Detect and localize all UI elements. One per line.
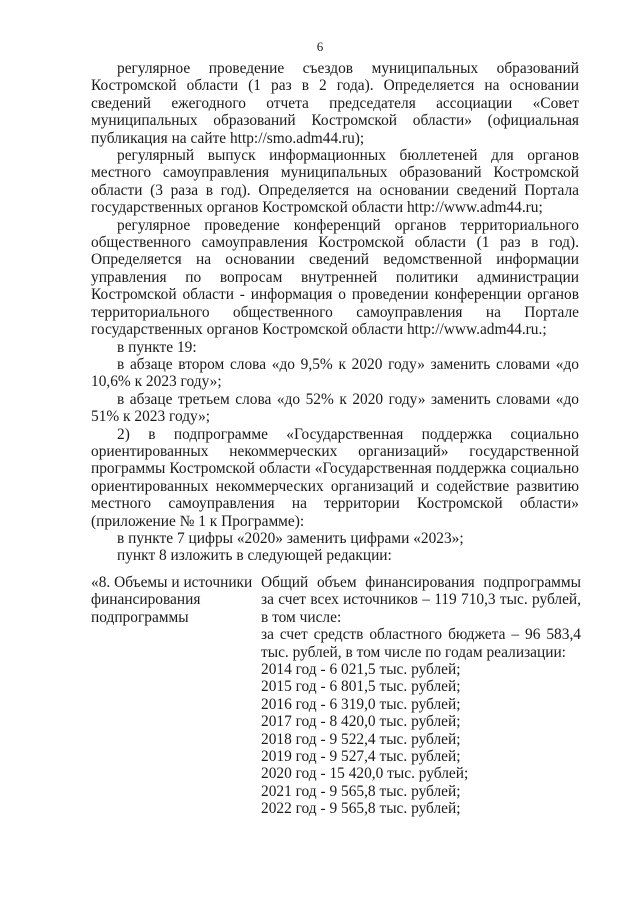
year-item: 2017 год - 8 420,0 тыс. рублей;	[261, 713, 461, 731]
financing-label-line: «8. Объемы и источники	[91, 574, 253, 591]
year-item: 2018 год - 9 522,4 тыс. рублей;	[261, 730, 461, 748]
page-number: 6	[316, 39, 324, 54]
paragraph-congress: регулярное проведение съездов муниципальных образований Костромской области (1 раз в 2 года). Определяется на основании сведений ежегодного отчета председателя ассоциации «Совет муниципальных образований Костромской области» (официальная публикация на сайте http://smo.adm44.ru);	[91, 60, 579, 147]
paragraph-conferences: регулярное проведение конференций органов территориального общественного самоуправления Костромской области (1 раз в год). Определяется на основании сведений ведомственной информации управления по вопросам внутренней политики администрации Костромской области - информация о проведении конференции органов территориального общественного самоуправления на Портале государственных органов Костромской области http://www.adm44.ru.;	[91, 216, 579, 339]
year-item: 2022 год - 9 565,8 тыс. рублей;	[261, 800, 461, 818]
paragraph-point-7: в пункте 7 цифры «2020» заменить цифрами «2023»;	[117, 529, 464, 547]
paragraph-third-abzac: в абзаце третьем слова «до 52% к 2020 году» заменить словами «до 51% к 2023 году»;	[91, 390, 579, 426]
year-item: 2014 год - 6 021,5 тыс. рублей;	[261, 661, 461, 679]
financing-total: Общий объем финансирования подпрограммы за счет всех источников – 119 710,3 тыс. рублей, в том числе:	[261, 574, 581, 626]
financing-details	[261, 574, 581, 818]
financing-label	[91, 574, 253, 626]
financing-years-list	[261, 661, 581, 818]
financing-regional: за счет средств областного бюджета – 96 583,4 тыс. рублей, в том числе по годам реализации:	[261, 626, 581, 661]
year-item: 2021 год - 9 565,8 тыс. рублей;	[261, 782, 461, 800]
body-text	[91, 60, 579, 565]
paragraph-bulletins: регулярный выпуск информационных бюллетеней для органов местного самоуправления муниципальных образований Костромской области (3 раза в год). Определяется на основании сведений Портала государственных органов Костромской области http://www.adm44.ru;	[91, 147, 579, 217]
financing-label-line: подпрограммы	[91, 608, 189, 626]
paragraph-point-19: в пункте 19:	[117, 338, 197, 356]
paragraph-second-abzac: в абзаце втором слова «до 9,5% к 2020 году» заменить словами «до 10,6% к 2023 году»;	[91, 355, 579, 391]
year-item: 2016 год - 6 319,0 тыс. рублей;	[261, 695, 461, 713]
year-item: 2020 год - 15 420,0 тыс. рублей;	[261, 765, 469, 783]
year-item: 2019 год - 9 527,4 тыс. рублей;	[261, 748, 461, 766]
year-item: 2015 год - 6 801,5 тыс. рублей;	[261, 678, 461, 696]
paragraph-subprogram: 2) в подпрограмме «Государственная поддержка социально ориентированных некоммерческих организаций» государственной программы Костромской области «Государственная поддержка социально ориентированных некоммерческих организаций и содействие развитию местного самоуправления на территории Костромской области» (приложение № 1 к Программе):	[91, 425, 579, 530]
paragraph-point-8: пункт 8 изложить в следующей редакции:	[117, 547, 392, 565]
financing-label-line: финансирования	[91, 591, 201, 609]
